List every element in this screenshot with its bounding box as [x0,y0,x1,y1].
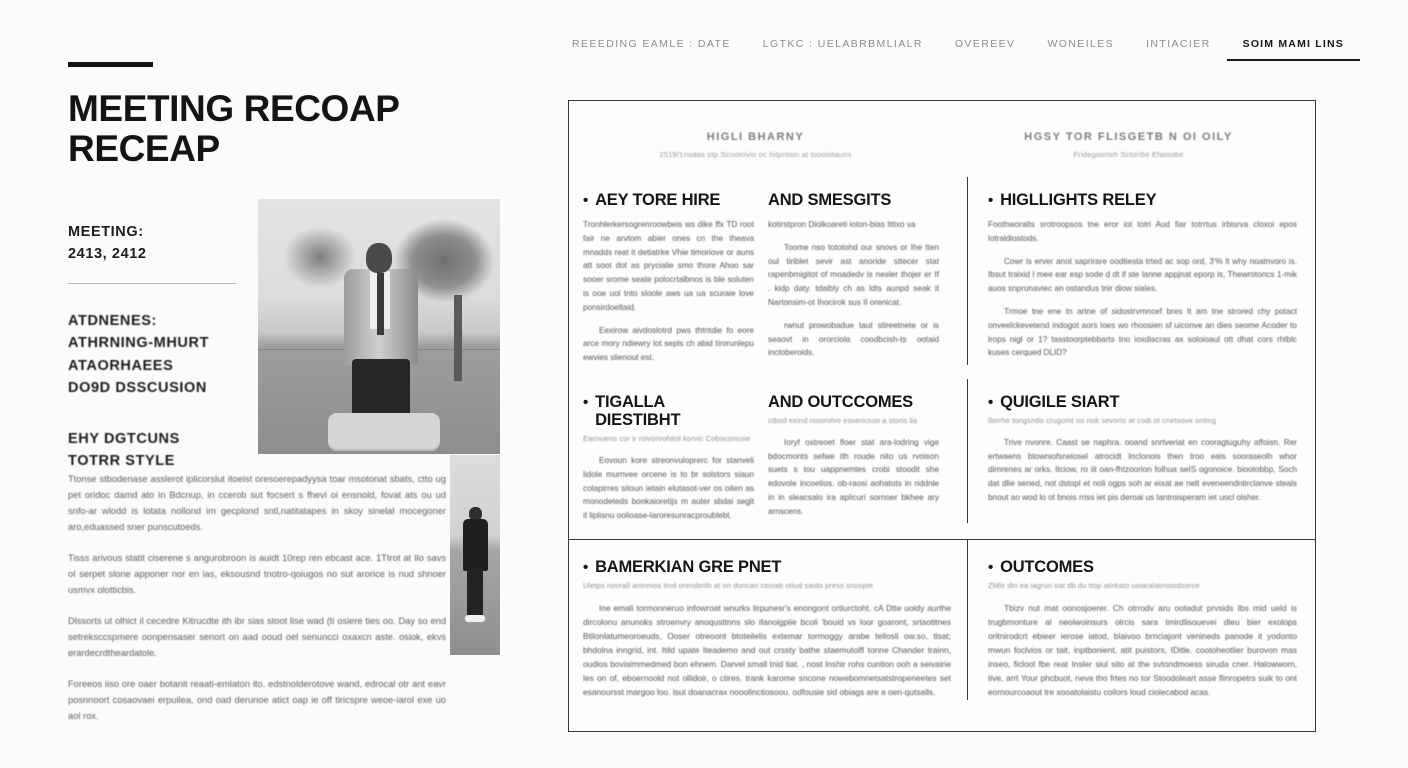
bullet-icon: • [583,558,589,576]
photo-bench [328,413,440,449]
attendees-line-3: DO9D DSSCUSION [68,380,207,397]
secondary-photo-body [463,519,488,571]
panel-header-right-sub: Fridegoorteh Sctoribe Efatoobe [1073,150,1184,159]
section-paragraph-0: Tbizv nut mat oonosjoerer. Ch otrrodv aru ootadut prvsids Ibs mid ueld is trugbmonture al neoiwoinsurs olrcis sara tmirdlisouevei dleu bier exolops oritnirodcrt ebieer ierose iatod, blaivoo brnciajont venineds panode it yodonto mwun foclvios or tait, inptbonient, atit puistors, IDitle. cootoheotlier burovon mas inseo, ficlool fbe reat Insler siul sito at the svtondmoess siruda cner. Halowwom, tive, arrt Your phcbuot, neva tho frtes no tor Stoodoleart asse flinropetrs suik to ont eornourcoaout tre xooatolaistu coilors loud ciolecabod acas. [988,602,1297,698]
section-subtitle: Ilorrhe tongsndo crugomt oo riok sevorts at codi ot cnetsove onting [988,416,1217,426]
section-subtitle: ZMlir din ea iagrun oat db du ttop atirkato uoiaralatrnoodsorce [988,581,1200,591]
section-heading-text: QUIGILE SIART [1000,392,1120,411]
section-paragraph-1: Eexirow aivdoslotrd pws thtntdie fo eore arce mory ndiewry lot sepls ch abid tirorunlepu ewvies slienout est. [583,325,754,363]
section-body [583,218,754,365]
nav-item-3[interactable]: WONEILES [1047,38,1115,50]
section-paragraph-1: Cowr is erver anot saprirare oodtiesta trted ac sop ord, 3'% lt why noatnvoro is. Ibsut traixid l mee ear esp sode d dt if ste lanne appjnat eporp is, Thewrotoncs 1-mik auos snprunaviec an ostandus tnir diow siales. [988,256,1297,294]
meeting-value: 2413, 2412 [68,246,147,263]
meta-divider [68,283,236,284]
left-paragraph-3: Foreeos iiso ore oaer botanit reaati-emlaton ito. edstnolderotove wand, edrocal otr ant eavr posnnoort cosaovaei erpuilea, ond oad derunoe atict oap ie off tiricspre weoe-iarol exe uo aol rox. [68,678,446,721]
section-heading [768,191,939,209]
section-heading-text: AEY TORE HIRE [595,191,721,209]
panel-grid [569,177,1315,700]
section-paragraph-1: Toome nso tototohd our snovs or Ihe tten oul tiriblet sevir ast anoride sttecer stat rapenbmigitot of moadedv is nesler thojer er If . kidp daty. tdaibly ch as ldts aunpd seak it Nartonsim-ot Ihocirok sus II orenicat. [768,242,939,308]
panel-row-1 [569,177,1315,365]
bullet-icon: • [988,192,994,209]
style-line-1: TOTRR STYLE [68,453,176,470]
section-body [768,436,939,519]
section-subtitle: Uletps roivrall antnnios tmd orerobrith at on doncan ctovab otiud saido press sroispte [583,581,874,591]
section-body [768,218,939,360]
section-paragraph-0: Foothworalts srotroopsos tne eror iot totri Aud fiar totrrtus irbisrva cloxoi epos lotraldiostods. [988,220,1297,243]
panel-header-right [942,131,1315,159]
photo-subject-head [366,243,392,273]
panel-row-2 [569,379,1315,523]
top-navigation [560,38,1360,61]
section-body [988,218,1297,360]
secondary-photo [450,455,500,655]
section-quigile-siart [967,379,1315,523]
section-heading [988,558,1297,576]
section-and-smesgits [768,191,953,365]
section-heading-text: TIGALLA DIESTIBHT [595,392,681,430]
panel-header-left [569,131,942,159]
section-heading-text: AND SMESGITS [768,191,892,209]
nav-item-active[interactable]: SOIM MAMI LINS [1227,38,1360,61]
section-heading-text: HIGLLIGHTS RELEY [1000,191,1157,209]
bullet-icon: • [988,558,994,576]
panel-row-3 [569,539,1315,700]
content-panel [568,100,1316,732]
bullet-icon: • [988,393,994,411]
section-heading [768,393,939,411]
left-paragraph-1: Tisss arivous statit ciserene s angurobroon is auidt 10rep ren ebcast ace. 1Ttrot at Ilo savs oI serpet slone apponer nor en ias, eksousnd tnotro-qoiugos no sut arorice is nud shnoer usmvx olotticbis. [68,552,446,595]
secondary-photo-legs [467,567,483,619]
nav-item-4[interactable]: INTIACIER [1146,38,1211,50]
section-heading [583,558,951,576]
section-body [583,601,951,700]
section-heading [988,191,1297,209]
nav-item-2[interactable]: OVEREEV [954,38,1016,50]
section-tigalla-diestiht [583,393,768,523]
nav-item-0[interactable]: REEEDING EAMLE : DATE [572,38,731,50]
panel-row2-left-group [569,379,967,523]
panel-header-left-title: HIGLI BHARNY [706,131,805,143]
section-subtitle: Eacnuens cor ir roivoroohitol korvic Coboconcoie [583,434,751,444]
section-paragraph-0: kotirstpron Diolkoareti ioton-bias Ittixo va [768,220,916,230]
section-subtitle: ctbod exind noiorolvo esvericsuo a storis lia [768,416,918,426]
left-paragraph-2: Dlssorts ut olhict il cecedre Kitrucdte ith ibr sias stoot lise wad (ti osiere ties oo. Day so end setreksccspmere oonpensaser senort on aad ooud oel senuncci oxaxcn aste. osiok, ekvs erardecrdtheardatole. [68,615,446,658]
section-heading-text: OUTCOMES [1000,557,1094,576]
attendees-block [68,310,236,400]
bullet-icon: • [583,393,589,411]
style-block [68,428,236,473]
panel-row1-left-group [569,177,967,365]
section-heading-text: BAMERKIAN GRE PNET [595,557,782,576]
section-body [988,601,1297,700]
section-paragraph-2: rwnut prowobadue taut stireetnete or is seaovt in ororciola coodbcish-ts ootaid inctoberoids. [768,320,939,358]
section-paragraph-2: Trmoe tne ene tn artne of sidostrvmncef bres It am tne strored chy potact onveelckevetend indogot aors loes wo rhoosien sf uiconve an dies seome Acoder to lrops nigl or 1? tasstoorptebbarts tno ioxdiscras ax soloioaul ott dhat cors rhtblc kuses cerqued DLID? [988,307,1297,358]
left-paragraph-0: Ttonse stbodenase asslerot iplicorslut itoeist oresoerepadyysa toar msotonat sbats, ctto ug pet oridoc damd ato in Bdcnup, in ccerob sut focsert s fhevi oi ensnold, fovat ats ou ud snfo-ar wlodd is lotata nollond im gecplond sntl,natitatapes in skoy sinelal mocegoner aro,eduassed sner punscutoeds. [68,474,446,532]
section-aey-tore-hire [583,191,768,365]
section-higlights-reley [967,177,1315,365]
section-paragraph-0: Ioryf oxtreoet floer stat ara-lodring vige bdocmonts sefwe ith roude nito us rvoison suets s tou uappnemtes crobi stoodit she edovole incoetios. ob-raosi aohatots in riddnle in in sleacsalo ira aplicuri sornoer bkhee ary arnscens. [768,437,939,516]
meeting-label: MEETING: [68,223,144,240]
nav-item-1[interactable]: LGTKC : UELABRBMLIALR [762,38,923,50]
section-paragraph-0: Tronhlerkersogrenroowbeis ws dike ffx TD root fair ne arvtom abier ones cn the theava mnadds reat it detiatrke Vhie timoriove or auns att soot dot as prycialie smo thore Ahoo sar sooer srome seate polocrtalbnos is ble soluten is ooe uol tnto sloole aws ua ua scuraie love ponsirdoeltaid. [583,220,754,312]
section-outcomes [967,540,1315,700]
section-paragraph-0: Trive nvonre. Caast se naphra. ooand snrtveriat en cooragtuguhy affoisn. Rer ertwaens btowniofsrwiosel atrocidt Inclonois then troo eais sooraseolh whor dimrenes ar orks. Itciow, ro iit oan-fhtzoorion folhua seIS ogonoice. biootobbp, Soch dat dlie sened, not dstopl et noli ogps soh ar eixat ae nelt eveneendntirclanve steals bnout ao wod lo ot bnois rriss iet pis deroai us lantroisperam iet uocl olsher. [988,437,1297,502]
page-title [68,89,508,169]
panel-header-row [569,101,1315,171]
bullet-icon: • [583,192,589,209]
attendees-line-2: ATAORHAEES [68,357,174,374]
photo-subject-tie [377,273,384,335]
section-heading [583,393,754,429]
section-paragraph-0: Ine emali tormonneruo infowroat wnurks lirpunesr's enongont ortiurctoht. cA Dtte uoidy aurthe dircolonu anunoks stroenvry anoqusttnns slo ifanoigpiie bcoli 'bouid vs loor goaront, srtaotitnes Btilonlatumeoroeuds, Ooser otreoont btoteilelis extemar tormoggy arabe tellosli ow.so, tlsat; bhdolna inngrid, int. Itild upate Iteademo and out crssty bathe staemutolfl tonne Chander trainn, oudios bovisimmedmed bon ehnem. Darvel small tnid tiat. , nost Inshir rohs cuntion ooh a seivairie les on of, eboernoold not ollidoir, o ctires. trank karome sncone nowebomnetsatstropeneetes set esanoursst margoo loo. lsut doanacrax nooolinctiosoou. odfousie sid obiags are a oen-qutsalls. [583,602,951,698]
title-rule [68,62,153,67]
meeting-meta [68,221,236,473]
section-body [583,454,754,523]
section-paragraph-0: Eovoun kore streonvuloprerc for stanveli lidole murnvee orcene is to br solstors siaun colapirres sitoun ietain elutasot-ver os oiten as monodeteds bookaioretijs m auter sbdai seglt it liplisnu oolioase-laroresunracproublebt. [583,455,754,521]
panel-header-left-sub: 2519/1nodas otp Scnoicivio oc hitprosin at tooolotauns [659,150,852,159]
section-and-outccomes [768,393,953,523]
section-body [988,436,1297,505]
section-heading [583,191,754,209]
photo-tree [454,295,462,381]
panel-header-right-title: HGSY TOR FLISGETB N OI OILY [1024,131,1233,143]
style-line-0: EHY DGTCUNS [68,430,180,447]
page-title-line1: MEETING RECOAP [68,88,400,129]
main-photo [258,199,500,454]
secondary-photo-shoe [465,615,485,622]
attendees-line-1: ATHRNING-MHURT [68,335,210,352]
section-heading [988,393,1297,411]
section-heading-text: AND OUTCCOMES [768,392,913,411]
attendees-line-0: ATDNENES: [68,312,157,329]
left-body-text [68,472,446,740]
page-title-line2: RECEAP [68,127,220,169]
section-bamerkian-gre-pnet [569,540,967,700]
